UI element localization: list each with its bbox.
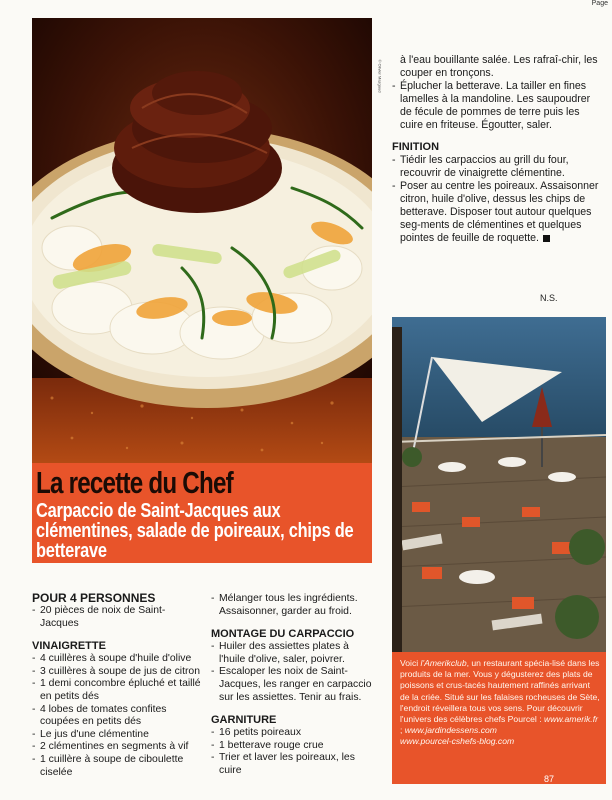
list-item: - 16 petits poireaux xyxy=(211,727,377,740)
prep-list xyxy=(392,80,602,132)
dish-photo xyxy=(32,18,372,463)
vinaigrette-list xyxy=(32,653,202,779)
montage-list xyxy=(211,641,377,704)
end-mark-icon xyxy=(543,235,550,242)
method-column xyxy=(211,593,377,778)
garniture-heading: GARNITURE xyxy=(211,714,277,727)
author-signature: N.S. xyxy=(540,293,558,303)
finition-heading: FINITION xyxy=(392,141,440,153)
list-item: - Mélanger tous les ingrédients. Assaisonner, garder au froid. xyxy=(211,593,377,618)
recipe-title: Carpaccio de Saint-Jacques aux clémentines, salade de poireaux, chips de betterave xyxy=(36,499,354,562)
corner-label: Page xyxy=(591,0,608,7)
link-amerik[interactable]: www.amerik.fr xyxy=(543,714,598,725)
garniture-continuation: à l'eau bouillante salée. Les rafraî-chir, les couper en tronçons. xyxy=(400,54,598,79)
list-item: - Huiler des assiettes plates à l'huile d'olive, saler, poivrer. xyxy=(211,641,377,666)
page-number: 87 xyxy=(544,774,555,784)
section-kicker: La recette du Chef xyxy=(36,465,233,500)
list-item: - Trier et laver les poireaux, les cuire xyxy=(211,752,377,777)
servings-heading: POUR 4 PERSONNES xyxy=(32,591,156,605)
finishing-column xyxy=(392,54,602,245)
finition-list xyxy=(392,154,602,245)
list-item: - 4 cuillères à soupe d'huile d'olive xyxy=(32,653,202,666)
caption-text: Voici l'Amerikclub, un restaurant spécia-lisé dans les produits de la mer. Vous y dégusterez des plats de poissons et crus-tacés hautement raffinés arrivant de la criée. Situé sur les falaises rocheuses de Sète, l'endroit réveillera tous vos sens. Pour découvrir l'univers des célèbres chefs Pourcel : www.amerik.fr ; www.jardindessens.com www.pourcel-cshefs-blog.com xyxy=(400,658,600,747)
list-item: - 1 betterave rouge crue xyxy=(211,740,377,753)
list-item: - Tiédir les carpaccios au grill du four, recouvrir de vinaigrette clémentine. xyxy=(392,154,602,180)
montage-heading: MONTAGE DU CARPACCIO xyxy=(211,628,355,641)
link-jardin[interactable]: www.jardindessens.com xyxy=(404,725,497,736)
title-band xyxy=(32,463,372,563)
servings-list xyxy=(32,605,202,630)
restaurant-photo xyxy=(392,317,606,652)
link-pourcel[interactable]: www.pourcel-cshefs-blog.com xyxy=(400,736,515,747)
list-item: - Escaloper les noix de Saint-Jacques, les ranger en carpaccio sur les assiettes. Tenir au frais. xyxy=(211,666,377,704)
garniture-list xyxy=(211,727,377,777)
photo-credit: © Olivier Mazgaud xyxy=(377,59,383,93)
list-item: - 4 lobes de tomates confites coupées en petits dés xyxy=(32,704,202,729)
list-item: - 1 cuillère à soupe de ciboulette ciselée xyxy=(32,754,202,779)
list-item: - Poser au centre les poireaux. Assaisonner citron, huile d'olive, dessus les chips de betterave. Disposer tout autour quelques seg-ments de clémentines et quelques pointes de feuille de roquette. xyxy=(392,180,602,245)
list-item: - 2 clémentines en segments à vif xyxy=(32,741,202,754)
list-item: - 20 pièces de noix de Saint-Jacques xyxy=(32,605,202,630)
restaurant-caption xyxy=(392,652,606,784)
ingredients-column xyxy=(32,591,202,779)
vinaigrette-steps xyxy=(211,593,377,618)
list-item: - Éplucher la betterave. La tailler en fines lamelles à la mandoline. Les saupoudrer de fécule de pommes de terre puis les cuire en friteuse. Égoutter, saler. xyxy=(392,80,602,132)
list-item: - 3 cuillères à soupe de jus de citron xyxy=(32,666,202,679)
vinaigrette-heading: VINAIGRETTE xyxy=(32,640,106,653)
list-item: - 1 demi concombre épluché et taillé en petits dés xyxy=(32,678,202,703)
list-item: - Le jus d'une clémentine xyxy=(32,729,202,742)
